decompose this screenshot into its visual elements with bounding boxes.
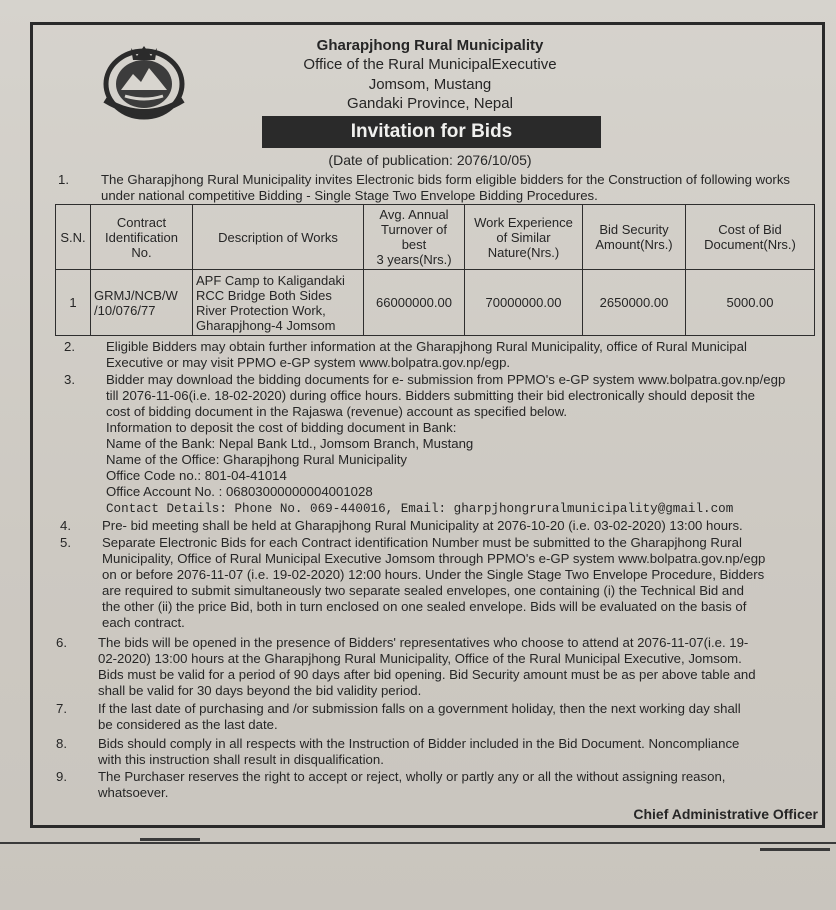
page-rule-dash xyxy=(140,838,200,841)
clause-line: cost of bidding document in the Rajaswa (revenue) account as specified below. xyxy=(106,404,568,419)
cell-experience: 70000000.00 xyxy=(465,270,583,336)
works-table xyxy=(55,204,815,336)
clause-line: Bids should comply in all respects with the Instruction of Bidder included in the Bid Document. Noncompliance xyxy=(98,736,740,751)
clause-line: till 2076-11-06(i.e. 18-02-2020) during office hours. Bidders submitting their bid electronically should deposit the xyxy=(106,388,756,403)
page-rule-dash xyxy=(760,848,830,851)
publication-date: (Date of publication: 2076/10/05) xyxy=(328,152,532,168)
clause-number: 5. xyxy=(60,535,71,550)
office-province: Gandaki Province, Nepal xyxy=(347,95,513,112)
clause-number: 7. xyxy=(56,701,67,716)
cell-turnover: 66000000.00 xyxy=(364,270,465,336)
office-code: Office Code no.: 801-04-41014 xyxy=(106,468,287,483)
clause-line: Municipality, Office of Rural Municipal Executive Jomsom through PPMO's e-GP system www.bolpatra.gov.np/egp xyxy=(102,551,766,566)
table-row xyxy=(56,270,815,336)
cell-sn: 1 xyxy=(56,270,91,336)
clause-line: the other (ii) the price Bid, both in turn enclosed on one sealed envelope. Bids will be evaluated on the basis of xyxy=(102,599,747,614)
signatory-title: Chief Administrative Officer xyxy=(633,806,818,822)
col-header-turnover: Avg. Annual Turnover of best 3 years(Nrs.) xyxy=(364,205,465,270)
col-header-experience: Work Experience of Similar Nature(Nrs.) xyxy=(465,205,583,270)
clause-number: 9. xyxy=(56,769,67,784)
clause-line: whatsoever. xyxy=(98,785,169,800)
clause-line: The bids will be opened in the presence of Bidders' representatives who choose to attend at 2076-11-07(i.e. 19- xyxy=(98,635,749,650)
clause-line: Bids must be valid for a period of 90 days after bid opening. Bid Security amount must be as per above table and xyxy=(98,667,756,682)
col-header-contract-id: Contract Identification No. xyxy=(91,205,193,270)
clause-number: 6. xyxy=(56,635,67,650)
clause-line: each contract. xyxy=(102,615,185,630)
clause-line: with this instruction shall result in disqualification. xyxy=(98,752,384,767)
clause-line: If the last date of purchasing and /or submission falls on a government holiday, then the next working day shall xyxy=(98,701,741,716)
cell-description: APF Camp to Kaligandaki RCC Bridge Both Sides River Protection Work, Gharapjhong-4 Jomsom xyxy=(193,270,364,336)
clause-line: under national competitive Bidding - Single Stage Two Envelope Bidding Procedures. xyxy=(101,188,598,203)
clause-line: on or before 2076-11-07 (i.e. 19-02-2020) 12:00 hours. Under the Single Stage Two Envelope Procedure, Bidders xyxy=(102,567,765,582)
office-location: Jomsom, Mustang xyxy=(368,76,492,93)
bank-name: Name of the Bank: Nepal Bank Ltd., Jomsom Branch, Mustang xyxy=(106,436,474,451)
clause-line: The Gharapjhong Rural Municipality invites Electronic bids form eligible bidders for the Construction of following works xyxy=(101,172,791,187)
cell-contract-id: GRMJ/NCB/W /10/076/77 xyxy=(91,270,193,336)
clause-number: 4. xyxy=(60,518,71,533)
clause-number: 1. xyxy=(58,172,69,187)
clause-number: 2. xyxy=(64,339,75,354)
notice-title: Invitation for Bids xyxy=(262,116,601,148)
clause-line: Pre- bid meeting shall be held at Gharapjhong Rural Municipality at 2076-10-20 (i.e. 03-02-2020) 13:00 hours. xyxy=(102,518,743,533)
clause-line: The Purchaser reserves the right to accept or reject, wholly or partly any or all the without assigning reason, xyxy=(98,769,726,784)
col-header-sn: S.N. xyxy=(56,205,91,270)
clause-line: are required to submit simultaneously two separate sealed envelopes, one containing (i) the Technical Bid and xyxy=(102,583,744,598)
clause-line: Separate Electronic Bids for each Contract identification Number must be submitted to the Gharapjhong Rural xyxy=(102,535,742,550)
office-name: Office of the Rural MunicipalExecutive xyxy=(303,56,557,73)
page-rule xyxy=(0,842,836,844)
contact-details: Contact Details: Phone No. 069-440016, Email: gharpjhongruralmunicipality@gmail.com xyxy=(106,502,734,516)
clause-line: shall be valid for 30 days beyond the bid validity period. xyxy=(98,683,422,698)
clause-line: be considered as the last date. xyxy=(98,717,278,732)
col-header-description: Description of Works xyxy=(193,205,364,270)
clause-line: Information to deposit the cost of bidding document in Bank: xyxy=(106,420,457,435)
nepal-emblem-icon xyxy=(101,40,187,120)
table-header-row xyxy=(56,205,815,270)
office-account: Office Account No. : 06803000000004001028 xyxy=(106,484,373,499)
clause-number: 3. xyxy=(64,372,75,387)
cell-document-cost: 5000.00 xyxy=(686,270,815,336)
clause-number: 8. xyxy=(56,736,67,751)
clause-line: Bidder may download the bidding documents for e- submission from PPMO's e-GP system www.bolpatra.gov.np/egp xyxy=(106,372,786,387)
org-name: Gharapjhong Rural Municipality xyxy=(316,37,544,54)
clause-line: 02-2020) 13:00 hours at the Gharapjhong Rural Municipality, Office of the Rural Municipal Executive, Jomsom. xyxy=(98,651,742,666)
clause-line: Executive or may visit PPMO e-GP system www.bolpatra.gov.np/egp. xyxy=(106,355,511,370)
office-name-line: Name of the Office: Gharapjhong Rural Municipality xyxy=(106,452,408,467)
col-header-bid-security: Bid Security Amount(Nrs.) xyxy=(583,205,686,270)
col-header-document-cost: Cost of Bid Document(Nrs.) xyxy=(686,205,815,270)
clause-line: Eligible Bidders may obtain further information at the Gharapjhong Rural Municipality, office of Rural Municipal xyxy=(106,339,747,354)
cell-bid-security: 2650000.00 xyxy=(583,270,686,336)
